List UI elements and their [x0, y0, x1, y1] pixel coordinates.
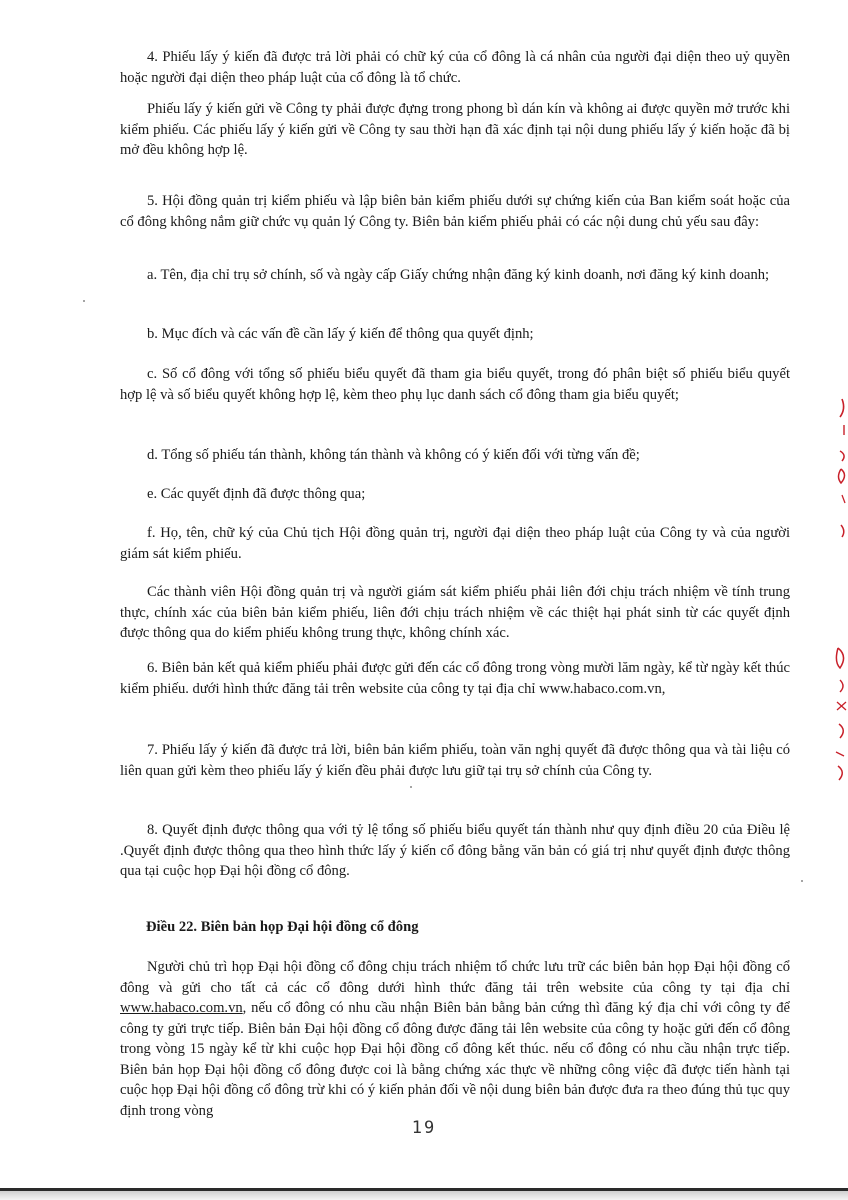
scan-shadow — [0, 1191, 848, 1200]
list-item-d: d. Tổng số phiếu tán thành, không tán thành và không có ý kiến đối với từng vấn đề; — [147, 447, 640, 463]
list-item-a: a. Tên, địa chỉ trụ sở chính, số và ngày cấp Giấy chứng nhận đăng ký kinh doanh, nơi đăng ký kinh doanh; — [147, 267, 770, 283]
paragraph-item-6: 6. Biên bản kết quả kiểm phiếu phải được gửi đến các cổ đông trong vòng mười lăm ngày, kể từ ngày kết thúc kiểm phiếu. dưới hình thức đăng tải trên website của công ty tại địa chỉ www.habaco.com.vn, — [120, 660, 790, 697]
list-item-f: f. Họ, tên, chữ ký của Chủ tịch Hội đồng quản trị, người đại diện theo pháp luật của Công ty và của người giám sát kiểm phiếu. — [120, 525, 790, 562]
list-item-b: b. Mục đích và các vấn đề cần lấy ý kiến để thông qua quyết định; — [147, 326, 534, 342]
paragraph-item-7: 7. Phiếu lấy ý kiến đã được trả lời, biên bản kiểm phiếu, toàn văn nghị quyết đã được thông qua và tài liệu có liên quan gửi kèm theo phiếu lấy ý kiến đều phải được lưu giữ tại trụ sở chính của Công ty. — [120, 742, 790, 779]
article-body-text-end: , nếu cổ đông có nhu cầu nhận Biên bản bằng bản cứng thì đăng ký địa chỉ với công ty để công ty gửi trực tiếp. Biên bản Đại hội đồng cổ đông được đăng tải lên website của công ty hoặc gửi đến cổ đông trong vòng 15 ngày kể từ khi cuộc họp Đại hội đồng cổ đông kết thúc. nếu cổ đông có nhu cầu nhận trực tiếp. Biên bản họp Đại hội đồng cổ đông được coi là bằng chứng xác thực về những công việc đã được tiến hành tại cuộc họp Đại hội đồng cổ đông trừ khi có ý kiến phản đối về nội dung biên bản được đưa ra theo đúng thủ tục quy định trong vòng — [120, 1000, 790, 1119]
article-body-text-start: Người chủ trì họp Đại hội đồng cổ đông chịu trách nhiệm tổ chức lưu trữ các biên bản họp Đại hội đồng cổ đông và gửi cho tất cả các cổ đông dưới hình thức đăng tải trên website của công ty tại địa chỉ — [120, 959, 790, 996]
article-22-heading: Điều 22. Biên bản họp Đại hội đồng cổ đông — [146, 919, 419, 935]
paragraph-item-8: 8. Quyết định được thông qua với tỷ lệ tổng số phiếu biểu quyết tán thành như quy định điều 20 của Điều lệ .Quyết định được thông qua theo hình thức lấy ý kiến cổ đông bằng văn bản có giá trị như quyết định được thông qua tại cuộc họp Đại hội đồng cổ đông. — [120, 822, 790, 879]
paragraph-sealed-envelope: Phiếu lấy ý kiến gửi về Công ty phải được đựng trong phong bì dán kín và không ai được quyền mở trước khi kiểm phiếu. Các phiếu lấy ý kiến gửi về Công ty sau thời hạn đã xác định tại nội dung phiếu lấy ý kiến hoặc đã bị mở đều không hợp lệ. — [120, 101, 790, 158]
list-item-c: c. Số cổ đông với tổng số phiếu biểu quyết đã tham gia biểu quyết, trong đó phân biệt số phiếu biểu quyết hợp lệ và số biểu quyết không hợp lệ, kèm theo phụ lục danh sách cổ đông tham gia biểu quyết; — [120, 366, 790, 403]
paragraph-item-5: 5. Hội đồng quản trị kiểm phiếu và lập biên bản kiểm phiếu dưới sự chứng kiến của Ban kiểm soát hoặc của cổ đông không nắm giữ chức vụ quản lý Công ty. Biên bản kiểm phiếu phải có các nội dung chủ yếu sau đây: — [120, 193, 790, 230]
scan-speck — [83, 300, 85, 302]
scan-speck — [801, 880, 803, 882]
red-seal-fragment-lower-icon — [822, 640, 848, 790]
scan-speck — [410, 786, 412, 788]
page-number: 19 — [411, 1118, 437, 1138]
paragraph-responsibility: Các thành viên Hội đồng quản trị và người giám sát kiểm phiếu phải liên đới chịu trách nhiệm về tính trung thực, chính xác của biên bản kiểm phiếu, liên đới chịu trách nhiệm về các thiệt hại phát sinh từ các quyết định được thông qua do kiểm phiếu không trung thực, không chính xác. — [120, 584, 790, 641]
article-22-body — [120, 957, 790, 1121]
red-seal-fragment-upper-icon — [822, 395, 848, 555]
website-link[interactable]: www.habaco.com.vn — [120, 1000, 243, 1016]
paragraph-item-4: 4. Phiếu lấy ý kiến đã được trả lời phải có chữ ký của cổ đông là cá nhân của người đại diện theo uỷ quyền hoặc người đại diện theo pháp luật của cổ đông là tổ chức. — [120, 49, 790, 86]
list-item-e: e. Các quyết định đã được thông qua; — [147, 486, 366, 502]
